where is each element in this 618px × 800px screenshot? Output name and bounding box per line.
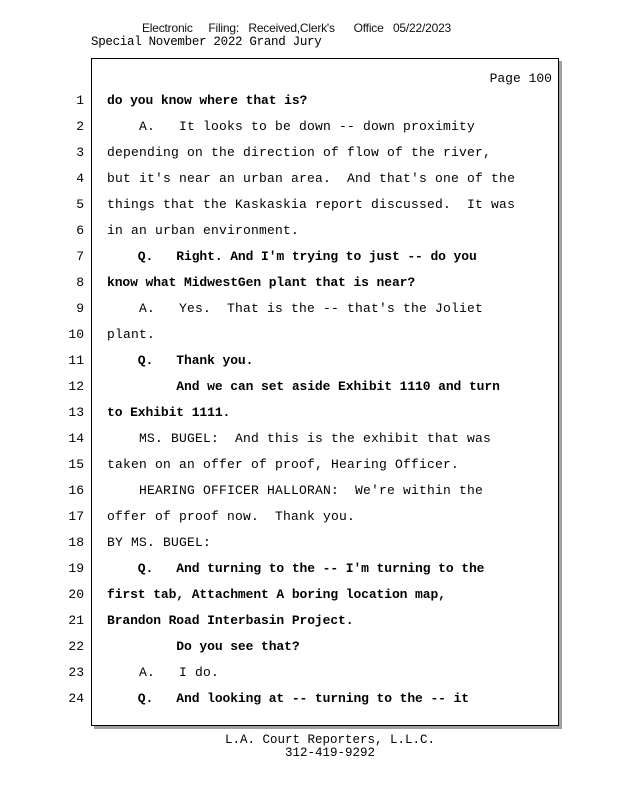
line-number: 4 [76, 171, 84, 186]
line-number: 15 [68, 457, 84, 472]
transcript-line: A. I do. [107, 665, 220, 680]
transcript-line: things that the Kaskaskia report discussed. It was [107, 197, 516, 212]
transcript-line: depending on the direction of flow of the river, [107, 145, 492, 160]
transcript-line: BY MS. BUGEL: [107, 535, 212, 550]
line-number: 21 [68, 613, 84, 628]
transcript-line: know what MidwestGen plant that is near? [107, 275, 416, 290]
footer-company: L.A. Court Reporters, L.L.C. [224, 733, 436, 747]
transcript-line: HEARING OFFICER HALLORAN: We're within the [107, 483, 484, 498]
filing-stamp: Electronic Filing: Received,Clerk's Office 05/22/2023 [142, 21, 452, 35]
line-number: 24 [68, 691, 84, 706]
footer-phone: 312-419-9292 [284, 746, 375, 760]
transcript-line: Do you see that? [107, 639, 300, 654]
transcript-line: but it's near an urban area. And that's one of the [107, 171, 516, 186]
line-number: 18 [68, 535, 84, 550]
line-number: 14 [68, 431, 84, 446]
line-number: 19 [68, 561, 84, 576]
line-number: 8 [76, 275, 84, 290]
transcript-line: offer of proof now. Thank you. [107, 509, 356, 524]
transcript-line: A. Yes. That is the -- that's the Joliet [107, 301, 484, 316]
transcript-line: first tab, Attachment A boring location map, [107, 587, 446, 602]
line-number: 11 [68, 353, 84, 368]
line-number: 23 [68, 665, 84, 680]
line-number: 1 [76, 93, 84, 108]
transcript-line: taken on an offer of proof, Hearing Officer. [107, 457, 460, 472]
line-number: 5 [76, 197, 84, 212]
transcript-line: Q. And looking at -- turning to the -- it [107, 691, 469, 706]
line-number: 10 [68, 327, 84, 342]
case-header: Special November 2022 Grand Jury [91, 35, 322, 49]
line-number: 6 [76, 223, 84, 238]
transcript-line: And we can set aside Exhibit 1110 and turn [107, 379, 500, 394]
transcript-line: plant. [107, 327, 156, 342]
transcript-line: A. It looks to be down -- down proximity [107, 119, 476, 134]
transcript-line: to Exhibit 1111. [107, 405, 231, 420]
line-number: 12 [68, 379, 84, 394]
transcript-line: in an urban environment. [107, 223, 300, 238]
transcript-line: Q. Thank you. [107, 353, 254, 368]
line-number: 7 [76, 249, 84, 264]
transcript-line: MS. BUGEL: And this is the exhibit that was [107, 431, 492, 446]
transcript-line: Q. And turning to the -- I'm turning to the [107, 561, 485, 576]
transcript-line: Q. Right. And I'm trying to just -- do you [107, 249, 477, 264]
line-number: 17 [68, 509, 84, 524]
line-number: 20 [68, 587, 84, 602]
line-number: 2 [76, 119, 84, 134]
transcript-line: do you know where that is? [107, 93, 308, 108]
page-number: Page 100 [489, 71, 552, 86]
line-number: 22 [68, 639, 84, 654]
line-number: 9 [76, 301, 84, 316]
line-number: 16 [68, 483, 84, 498]
line-number: 3 [76, 145, 84, 160]
line-number: 13 [68, 405, 84, 420]
transcript-line: Brandon Road Interbasin Project. [107, 613, 354, 628]
